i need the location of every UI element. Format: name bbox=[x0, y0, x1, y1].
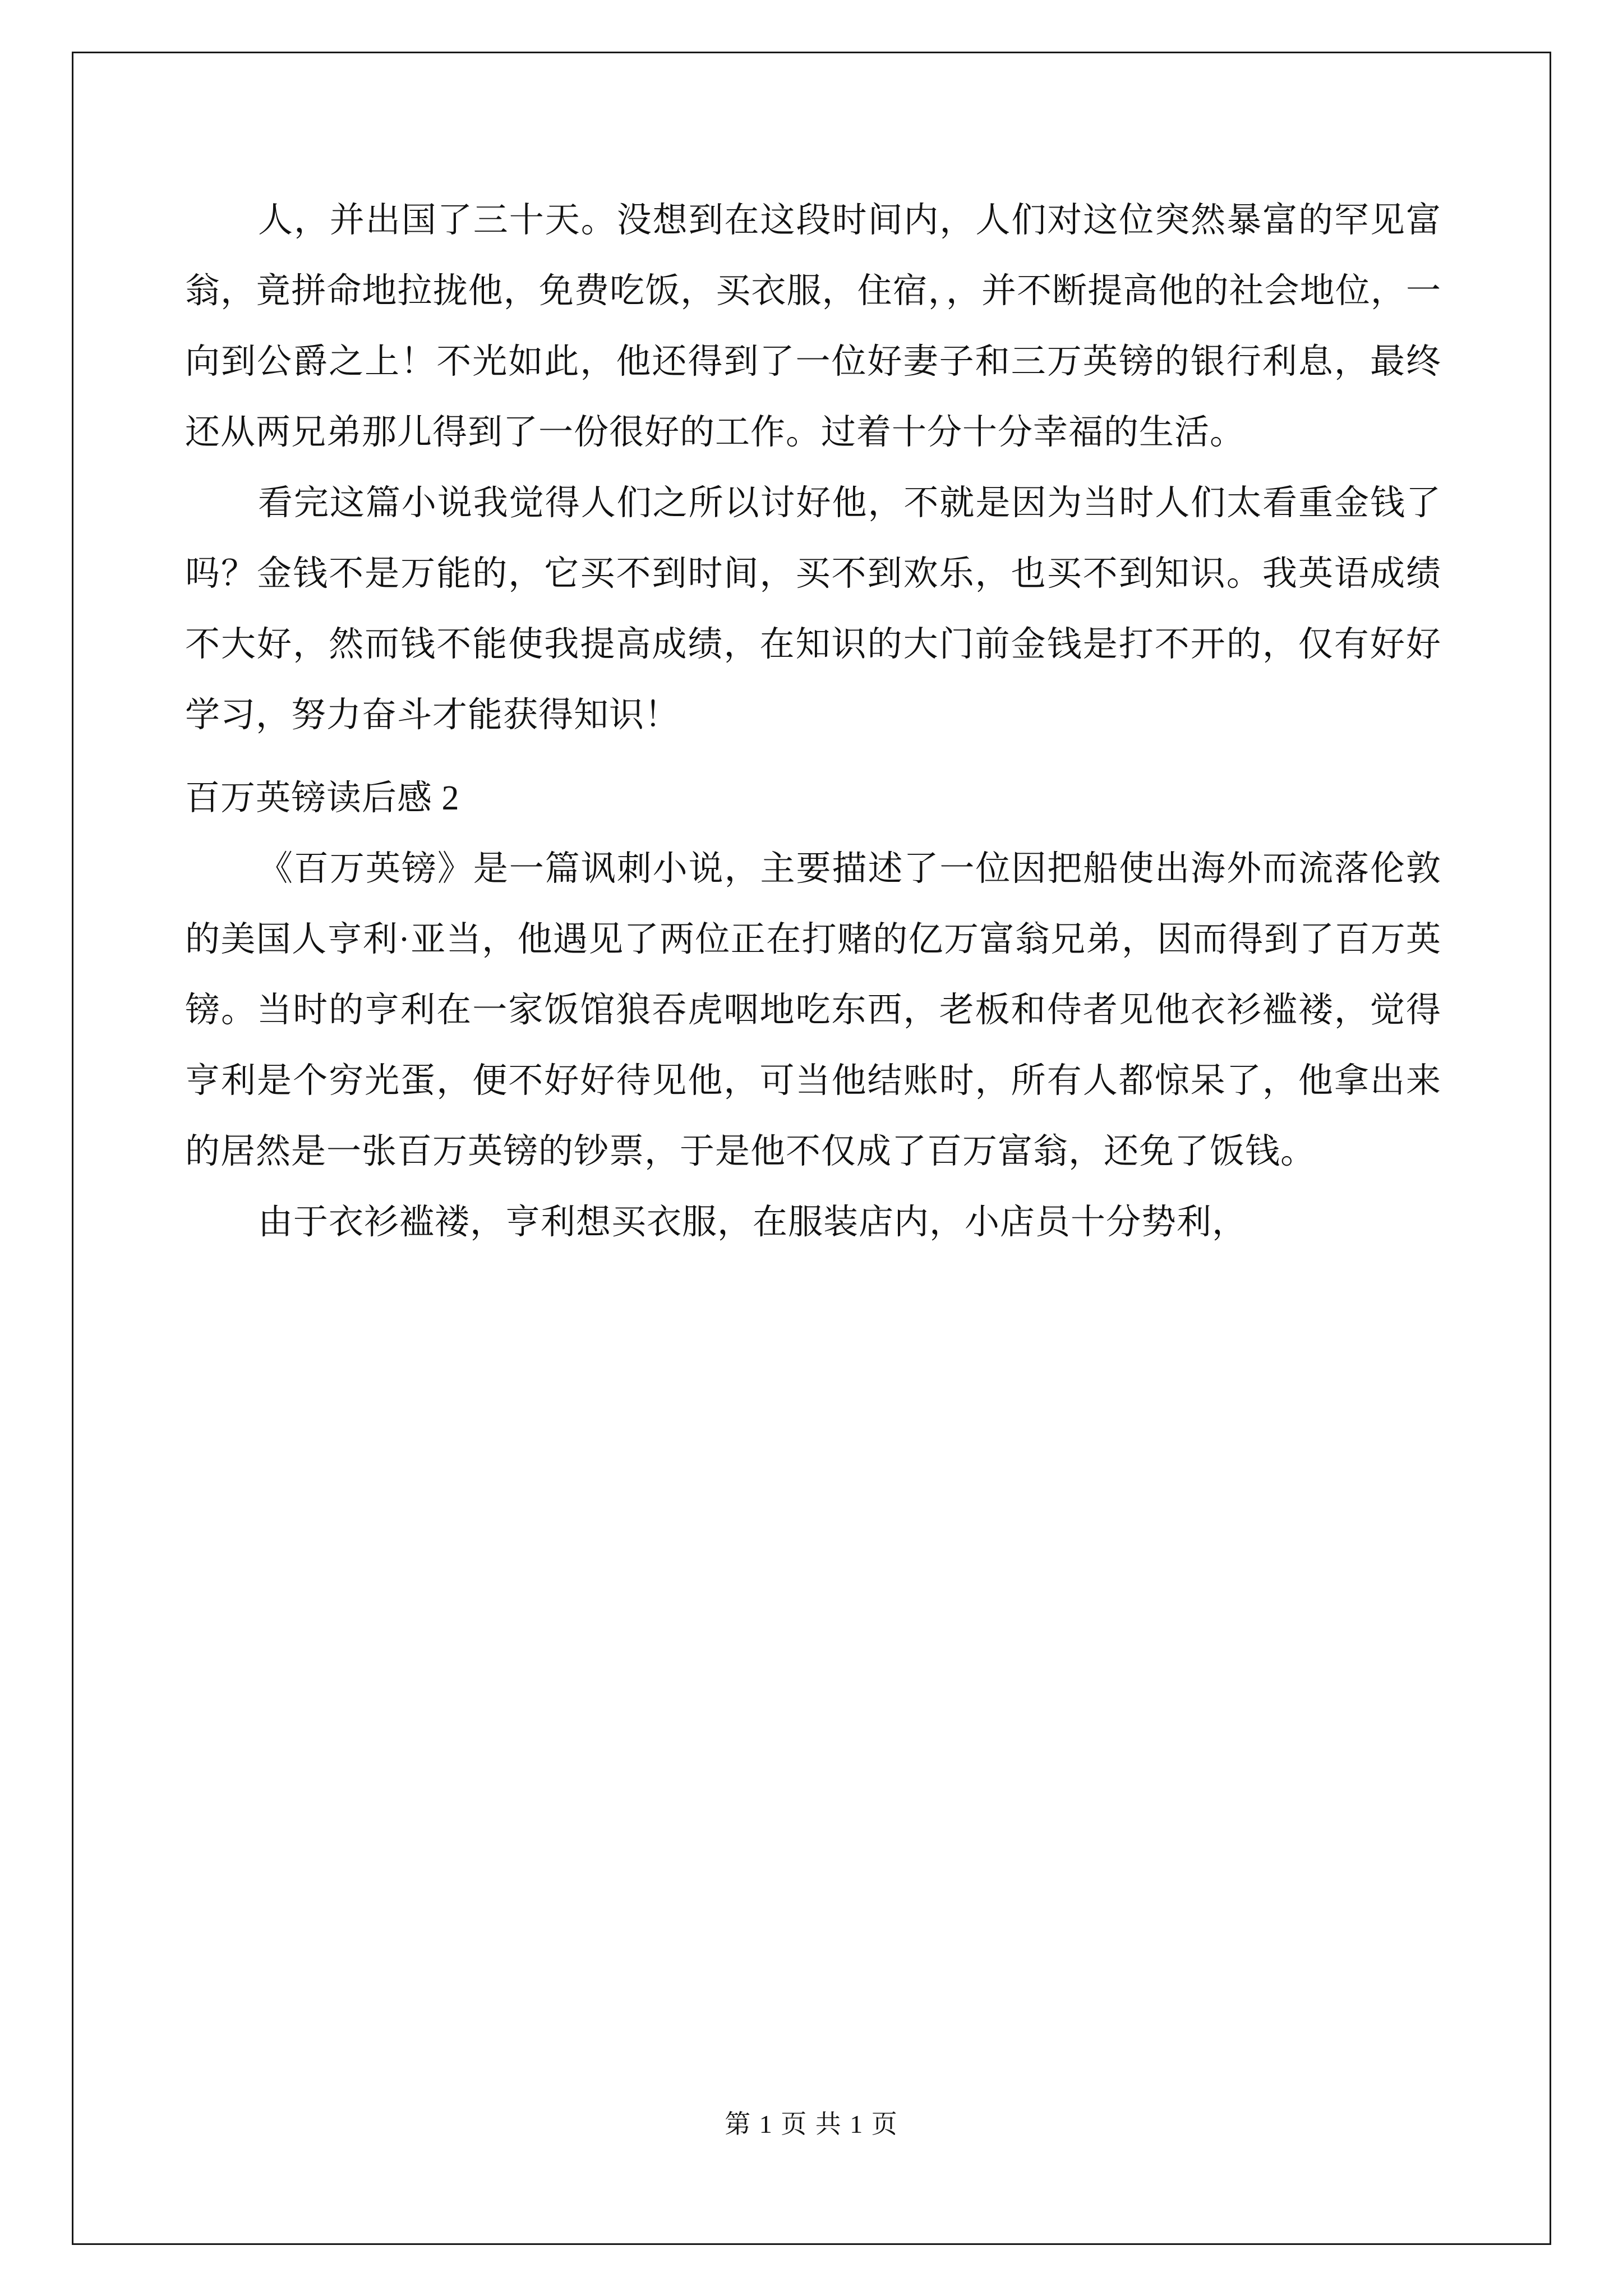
section-heading: 百万英镑读后感 2 bbox=[185, 779, 460, 817]
paragraph: 看完这篇小说我觉得人们之所以讨好他，不就是因为当时人们太看重金钱了吗？金钱不是万能的，它买不到时间，买不到欢乐，也买不到知识。我英语成绩不大好，然而钱不能使我提高成绩，在知识的大门前金钱是打不开的，仅有好好学习，努力奋斗才能获得知识！ bbox=[185, 484, 1441, 734]
paragraph: 由于衣衫褴褛，亨利想买衣服，在服装店内，小店员十分势利， bbox=[258, 1203, 1248, 1241]
spacer bbox=[185, 751, 1441, 763]
paragraph: 人，并出国了三十天。没想到在这段时间内，人们对这位突然暴富的罕见富翁，竟拼命地拉拢他，免费吃饭，买衣服，住宿，，并不断提高他的社会地位，一向到公爵之上！不光如此，他还得到了一位好妻子和三万英镑的银行利息，最终还从两兄弟那儿得到了一份很好的工作。过着十分十分幸福的生活。 bbox=[185, 201, 1441, 452]
paragraph: 《百万英镑》是一篇讽刺小说，主要描述了一位因把船使出海外而流落伦敦的美国人亨利·亚当，他遇见了两位正在打赌的亿万富翁兄弟，因而得到了百万英镑。当时的亨利在一家饭馆狼吞虎咽地吃东西，老板和侍者见他衣衫褴褛，觉得亨利是个穷光蛋，便不好好待见他，可当他结账时，所有人都惊呆了，他拿出来的居然是一张百万英镑的钞票，于是他不仅成了百万富翁，还免了饭钱。 bbox=[185, 850, 1441, 1171]
document-body bbox=[185, 185, 1441, 1258]
page-footer: 第 1 页 共 1 页 bbox=[725, 2110, 898, 2138]
